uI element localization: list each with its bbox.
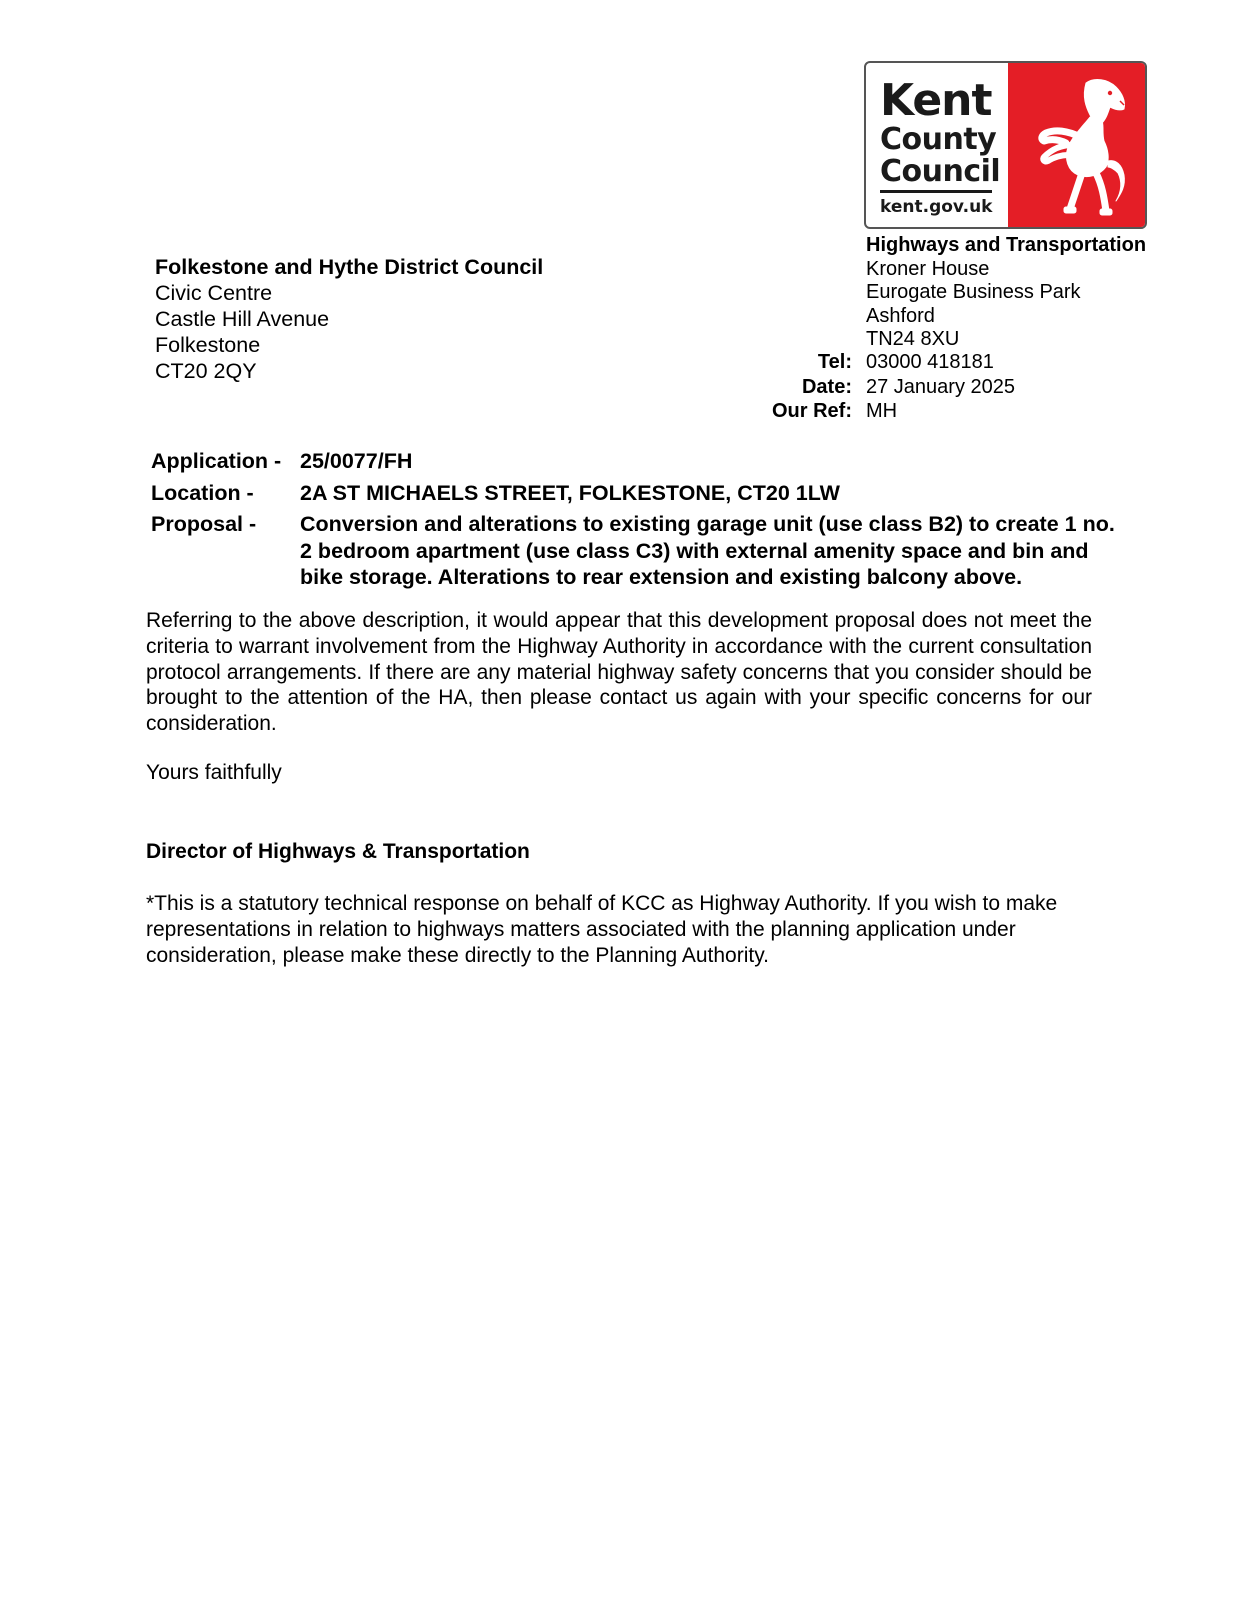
tel-label: Tel:	[817, 351, 852, 373]
ref-label: Our Ref:	[772, 400, 852, 422]
application-row	[151, 448, 1120, 475]
sender-address-line: Kroner House	[866, 257, 990, 280]
sender-address-line: Eurogate Business Park	[866, 281, 1081, 304]
recipient-name: Folkestone and Hythe District Council	[155, 255, 544, 279]
meta-values	[866, 350, 1015, 424]
recipient-address-line: CT20 2QY	[155, 359, 257, 383]
rearing-horse-icon	[1016, 71, 1140, 221]
meta-labels	[700, 350, 852, 424]
recipient-block	[155, 254, 543, 384]
sender-block	[866, 234, 1146, 352]
location-label: Location -	[151, 480, 254, 505]
proposal-label: Proposal -	[151, 512, 257, 536]
logo-url: kent.gov.uk	[880, 197, 993, 217]
sender-address-line: Ashford	[866, 304, 935, 327]
signoff: Yours faithfully	[146, 761, 282, 784]
proposal-row	[151, 511, 1120, 591]
location-row	[151, 480, 1120, 507]
body-paragraph: Referring to the above description, it would appear that this development proposal does not meet the criteria to warrant involvement from the Highway Authority in accordance with the current consultation protocol arrangements. If there are any material highway safety concerns that you consider should be brought to the attention of the HA, then please contact us again with your specific concerns for our consideration.	[146, 609, 1092, 736]
logo-rule	[880, 190, 992, 193]
logo-line-county: County	[880, 122, 997, 157]
recipient-address-line: Castle Hill Avenue	[155, 307, 330, 331]
recipient-address-line: Civic Centre	[155, 281, 273, 305]
logo-line-council: Council	[880, 154, 1001, 189]
signatory: Director of Highways & Transportation	[146, 840, 530, 863]
kcc-logo	[864, 61, 1147, 229]
proposal-value: Conversion and alterations to existing garage unit (use class B2) to create 1 no. 2 bedroom apartment (use class C3) with external amenity space and bin and bike storage. Alterations to rear extension and existing balcony above.	[300, 512, 1115, 589]
ref-value: MH	[866, 400, 898, 422]
date-label: Date:	[801, 375, 852, 398]
application-number: 25/0077/FH	[300, 449, 413, 473]
recipient-address-line: Folkestone	[155, 333, 261, 357]
sender-department: Highways and Transportation	[866, 234, 1147, 256]
logo-wordmark	[866, 63, 1008, 227]
logo-red-panel	[1008, 63, 1145, 227]
tel-value: 03000 418181	[866, 351, 994, 373]
application-label: Application -	[151, 449, 282, 473]
logo-line-kent: Kent	[880, 75, 992, 126]
date-value: 27 January 2025	[866, 375, 1016, 398]
location-value: 2A ST MICHAELS STREET, FOLKESTONE, CT20 1LW	[300, 480, 840, 505]
sender-address-line: TN24 8XU	[866, 328, 960, 351]
application-details	[151, 448, 1120, 596]
footnote: *This is a statutory technical response on behalf of KCC as Highway Authority. If you wish to make representations in relation to highways matters associated with the planning application under consideration, please make these directly to the Planning Authority.	[146, 892, 1058, 967]
